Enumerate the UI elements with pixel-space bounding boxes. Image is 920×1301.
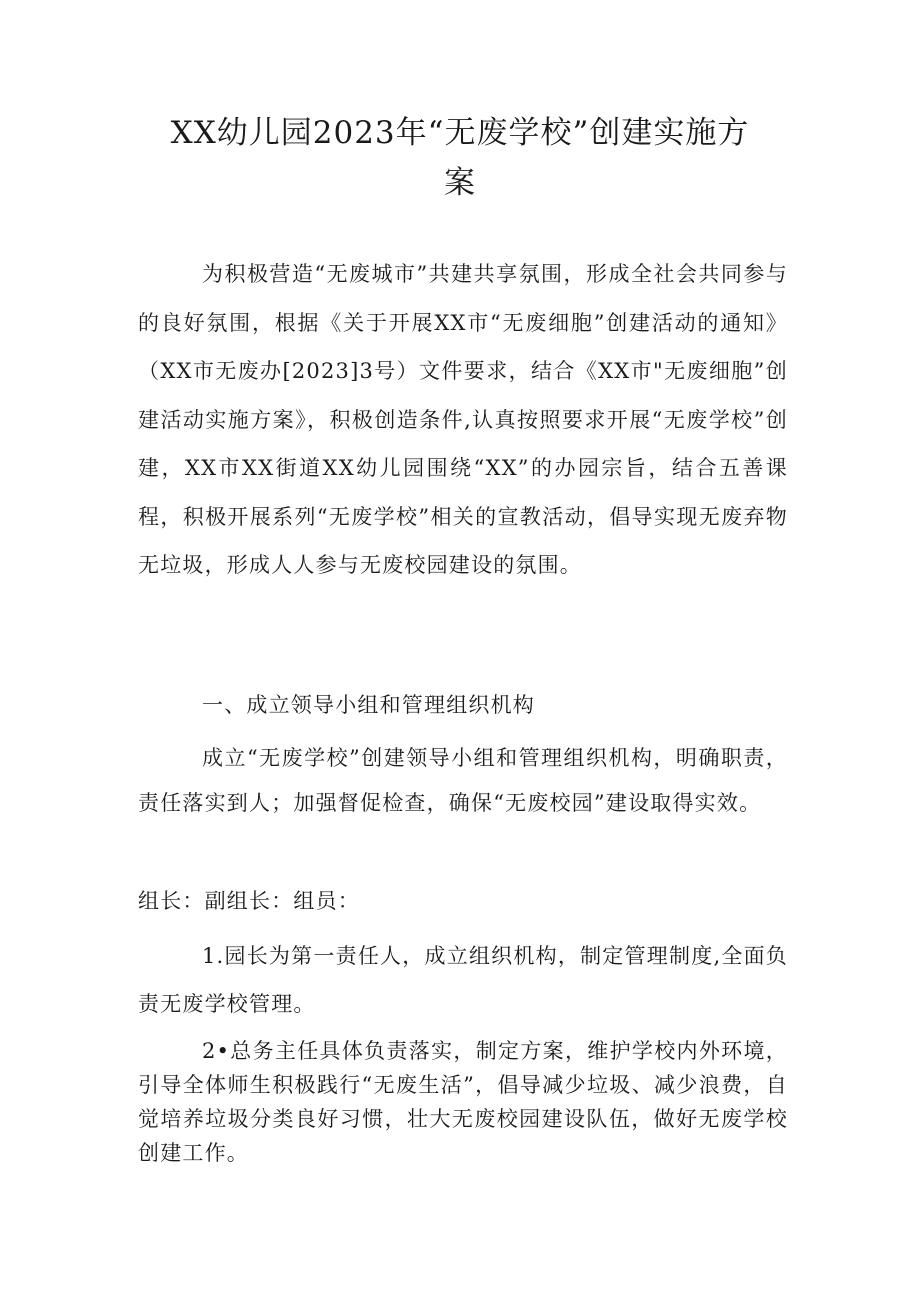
list-item-2: 2•总务主任具体负责落实，制定方案，维护学校内外环境，引导全体师生积极践行“无废生活”，倡导减少垃圾、减少浪费，自觉培养垃圾分类良好习惯，壮大无废校园建设队伍，做好无废学校创建工作。 — [138, 1039, 788, 1165]
intro-paragraph: 为积极营造“无废城市”共建共享氛围，形成全社会共同参与的良好氛围，根据《关于开展XX市“无废细胞”创建活动的通知》（XX市无废办[2023]3号）文件要求，结合《XX市"无废细胞”创建活动实施方案》，积极创造条件,认真按照要求开展“无废学校”创建，XX市XX街道XX幼儿园围绕“XX”的办园宗旨，结合五善课程，积极开展系列“无废学校”相关的宣教活动，倡导实现无废弃物无垃圾，形成人人参与无废校园建设的氛围。 — [138, 262, 788, 577]
list-item-1: 1.园长为第一责任人，成立组织机构，制定管理制度,全面负责无废学校管理。 — [138, 944, 788, 1016]
document-title — [110, 108, 810, 208]
section-1-heading: 一、成立领导小组和管理组织机构 — [202, 693, 535, 717]
section-1-body: 成立“无废学校”创建领导小组和管理组织机构，明确职责，责任落实到人；加强督促检查，确保“无废校园”建设取得实效。 — [138, 746, 788, 815]
roles-line: 组长：副组长：组员： — [138, 889, 360, 913]
document-title-line-2: 案 — [444, 165, 476, 201]
document-title-line-1: XX幼儿园2023年“无废学校”创建实施方 — [170, 115, 750, 151]
